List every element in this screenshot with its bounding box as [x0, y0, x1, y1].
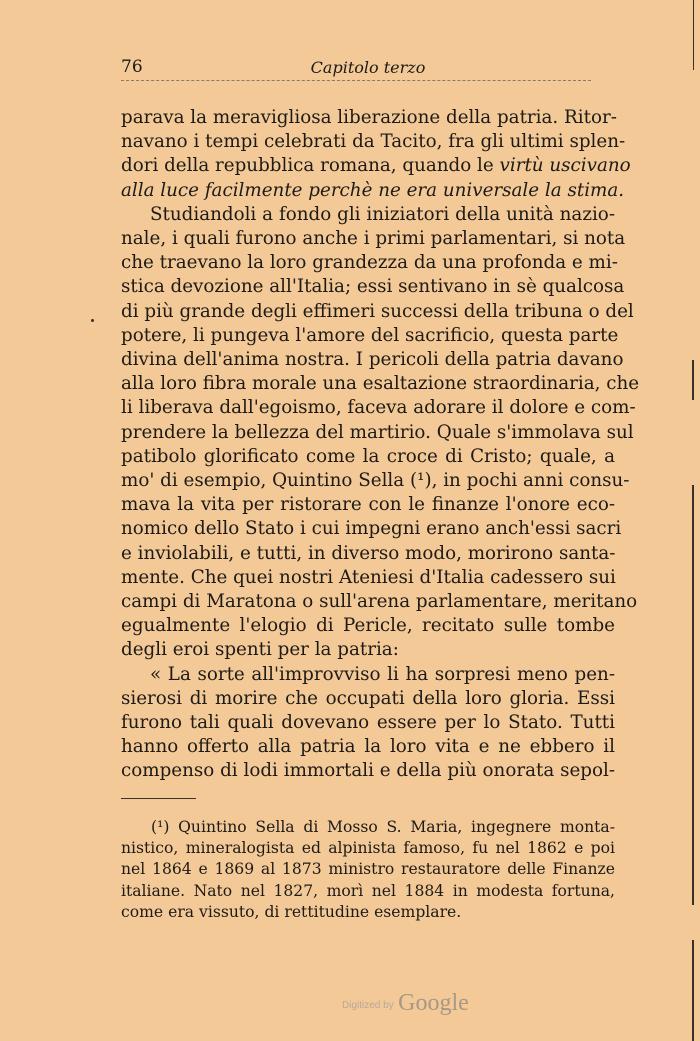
text-line — [121, 445, 615, 469]
line-text: parava la meravigliosa liberazione della patria. Ritor- — [121, 107, 617, 128]
text-line — [121, 130, 626, 154]
running-header — [121, 57, 615, 81]
text-line — [121, 663, 615, 687]
text-line — [121, 154, 631, 178]
page-edge-line — [692, 485, 694, 905]
line-text: stica devozione all'Italia; essi sentivano in sè qualcosa — [121, 276, 625, 298]
text-line — [121, 759, 615, 783]
header-rule — [121, 80, 591, 81]
footnote-line: nistico, mineralogista ed alpinista famoso, fu nel 1862 e poi — [121, 839, 615, 858]
text-line — [121, 396, 636, 420]
text-line — [121, 324, 619, 348]
line-text: hanno offerto alla patria la loro vita e ne ebbero il — [121, 736, 615, 758]
text-line — [121, 711, 615, 735]
text-line — [121, 687, 615, 711]
footnote-line: italiane. Nato nel 1827, morì nel 1884 in modesta fortuna, — [121, 881, 615, 900]
line-text: li liberava dall'egoismo, faceva adorare il dolore e com- — [121, 397, 636, 419]
digitized-by-google-watermark — [342, 990, 469, 1017]
text-line — [121, 227, 626, 251]
page-edge-line — [692, 360, 694, 400]
line-text: furono tali quali dovevano essere per lo Stato. Tutti — [121, 712, 615, 734]
line-text: campi di Maratona o sull'arena parlamentare, meritano — [121, 591, 638, 613]
page-edge-line — [692, 940, 694, 1041]
italic-quote: alla luce facilmente perchè ne era universale la stima. — [121, 179, 625, 201]
chapter-title: Capitolo terzo — [310, 58, 426, 77]
text-line — [121, 735, 615, 759]
text-line — [121, 421, 634, 445]
line-text: prendere la bellezza del martirio. Quale s'immolava sul — [121, 421, 634, 443]
watermark-prefix: Digitized by — [342, 1000, 394, 1011]
main-text — [121, 106, 640, 784]
footnote-rule — [121, 798, 196, 799]
line-text: nomico dello Stato i cui impegni erano anch'essi sacri — [121, 518, 622, 540]
margin-mark — [91, 319, 94, 322]
line-text: egualmente l'elogio di Pericle, recitato sulle tombe — [121, 615, 615, 637]
text-line — [121, 614, 615, 638]
text-line — [121, 638, 615, 662]
italic-quote: virtù uscivano — [499, 155, 631, 177]
text-line — [121, 251, 618, 275]
footnote-line: come era vissuto, di rettitudine esemplare. — [121, 902, 462, 921]
google-logo: Google — [398, 990, 469, 1016]
footnote-line: nel 1864 e 1869 al 1873 ministro restauratore delle Finanze — [121, 860, 615, 879]
line-text: dori della repubblica romana, quando le — [121, 155, 500, 177]
text-line — [121, 517, 622, 541]
text-line — [121, 275, 625, 299]
line-text: potere, li pungeva l'amore del sacrificio, questa parte — [121, 324, 619, 346]
text-line — [121, 566, 615, 590]
line-text: « La sorte all'improvviso li ha sorpresi meno pen- — [150, 663, 615, 685]
line-text: compenso di lodi immortali e della più onorata sepol- — [121, 760, 615, 782]
line-text: mo' di esempio, Quintino Sella (¹), in pochi anni consu- — [121, 470, 630, 492]
text-line — [121, 542, 615, 566]
line-text: di più grande degli effimeri successi della tribuna o del — [121, 300, 634, 322]
line-text: alla loro fibra morale una esaltazione straordinaria, che — [121, 373, 640, 395]
line-text: patibolo glorificato come la croce di Cristo; quale, a — [121, 445, 615, 467]
text-line — [121, 179, 625, 203]
text-line — [121, 348, 624, 372]
text-line — [121, 300, 634, 324]
text-line — [121, 469, 630, 493]
line-text: sierosi di morire che occupati della loro gloria. Essi — [121, 687, 615, 709]
line-text: degli eroi spenti per la patria: — [121, 639, 399, 661]
text-line — [121, 372, 640, 396]
line-text: divina dell'anima nostra. I pericoli della patria davano — [121, 349, 624, 371]
line-text: Studiandoli a fondo gli iniziatori della unità nazio- — [150, 203, 615, 225]
line-text: nale, i quali furono anche i primi parlamentari, si nota — [121, 228, 626, 250]
text-line — [121, 203, 615, 227]
text-line — [121, 590, 638, 614]
line-text: e inviolabili, e tutti, in diverso modo, morirono santa- — [121, 542, 616, 564]
line-text: mente. Che quei nostri Ateniesi d'Italia cadessero sui — [121, 566, 616, 588]
line-text: che traevano la loro grandezza da una profonda e mi- — [121, 252, 618, 274]
footnote — [121, 817, 615, 923]
page-edge-line — [693, 0, 694, 70]
text-line — [121, 106, 615, 130]
text-line — [121, 493, 615, 517]
line-text: mava la vita per ristorare con le finanze l'onore eco- — [121, 494, 615, 516]
page-number: 76 — [121, 57, 143, 77]
line-text: navano i tempi celebrati da Tacito, fra gli ultimi splen- — [121, 131, 626, 153]
footnote-line: (¹) Quintino Sella di Mosso S. Maria, ingegnere monta- — [151, 818, 615, 836]
